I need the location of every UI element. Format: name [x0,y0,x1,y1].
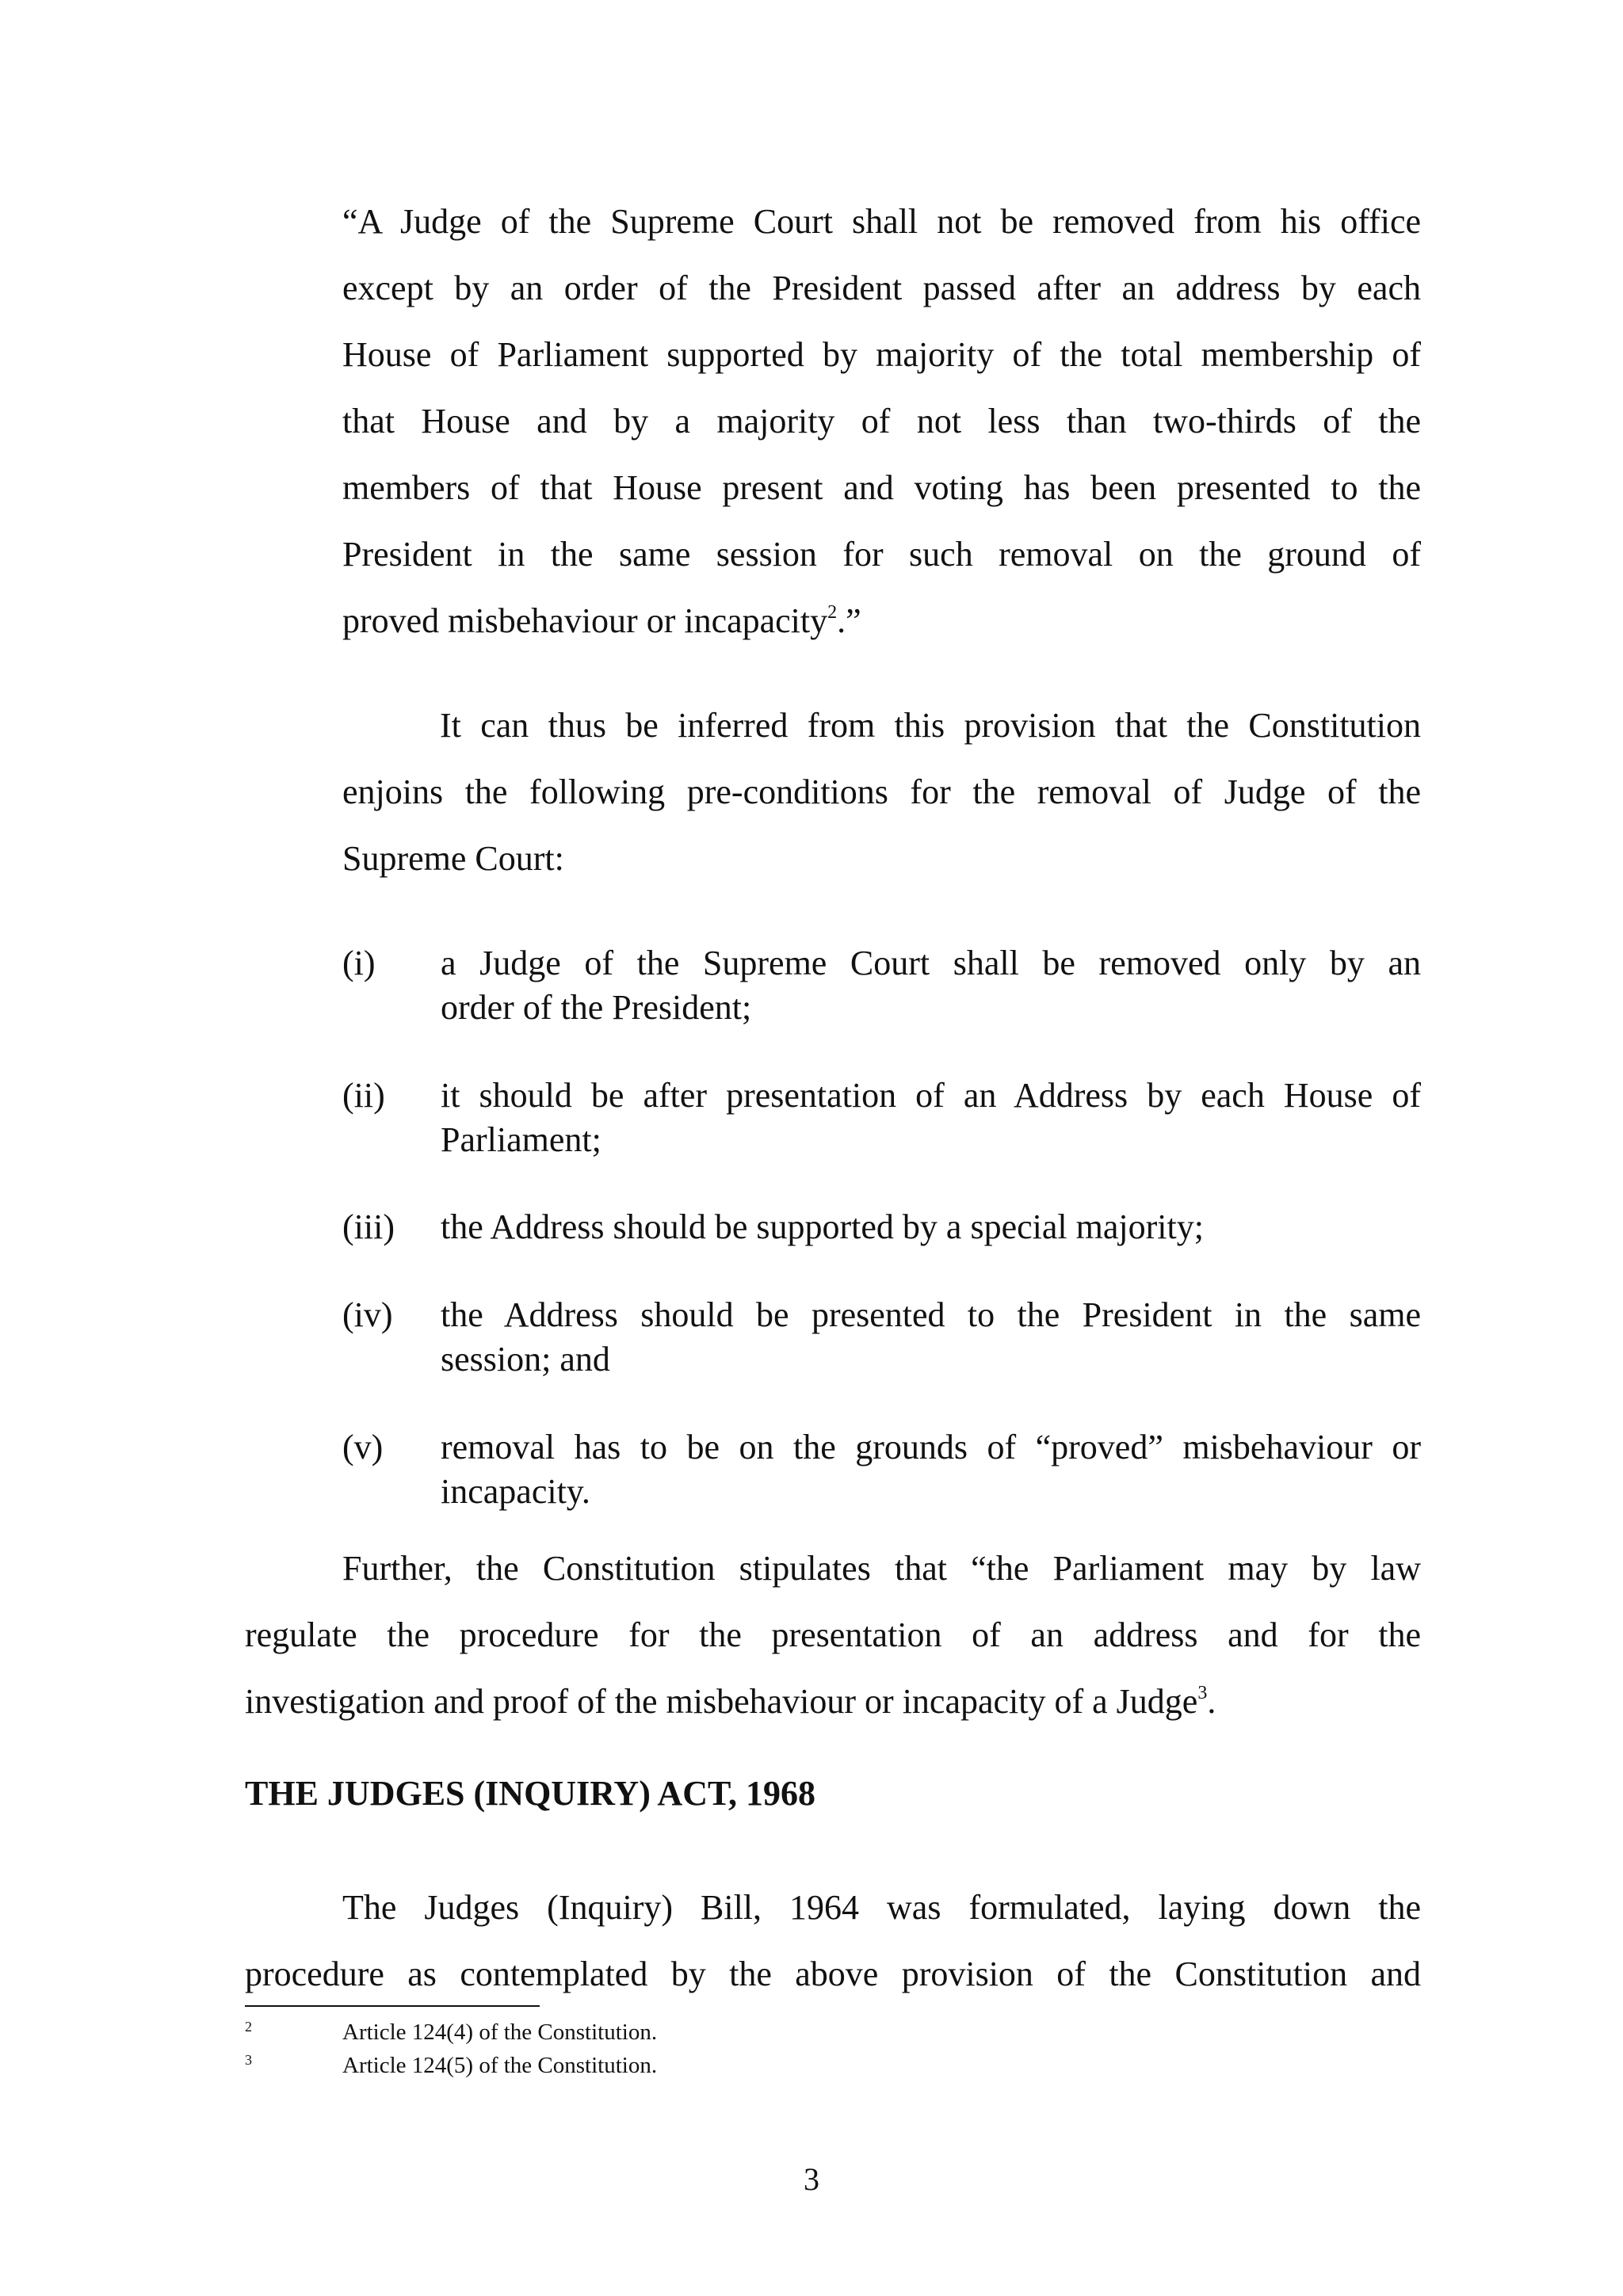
list-item-line: the Address should be supported by a special majority; [441,1207,1204,1246]
list-marker: (v) [342,1428,384,1466]
list-item-text [441,941,1421,1030]
paragraph-line: enjoins the following pre-conditions for the removal of Judge of the [342,772,1421,811]
paragraph-line: The Judges (Inquiry) Bill, 1964 was formulated, laying down the [342,1888,1421,1927]
paragraph-line: regulate the procedure for the presentation of an address and for the [245,1615,1421,1654]
footnote-2: 2 Article 124(4) of the Constitution. [245,2019,658,2045]
footnote-3: 3 Article 124(5) of the Constitution. [245,2052,658,2078]
quote-line: “A Judge of the Supreme Court shall not be removed from his office [342,202,1421,241]
further-closing: . [1207,1682,1216,1721]
footnote-text: Article 124(4) of the Constitution. [342,2019,658,2045]
list-item-text [441,1074,1421,1162]
paragraph-line: It can thus be inferred from this provision that the Constitution [440,706,1421,745]
quote-line-last [342,601,1421,642]
list-item-line: removal has to be on the grounds of “proved” misbehaviour or [441,1428,1421,1466]
quote-line: except by an order of the President passed after an address by each [342,269,1421,307]
list-item-line: the Address should be presented to the President in the same [441,1295,1421,1334]
paragraph-line-last [245,1681,1421,1722]
quote-line: House of Parliament supported by majority of the total membership of [342,335,1421,374]
quote-closing: .” [837,601,861,640]
further-last-text: investigation and proof of the misbehaviour or incapacity of a Judge [245,1682,1198,1721]
list-marker: (iv) [342,1295,393,1334]
quote-line: President in the same session for such removal on the ground of [342,535,1421,574]
list-item-text [441,1293,1421,1382]
list-marker: (iii) [342,1207,395,1246]
paragraph-line: procedure as contemplated by the above provision of the Constitution and [245,1955,1421,1993]
list-item-line: order of the President; [441,988,752,1027]
quote-last-text: proved misbehaviour or incapacity [342,601,828,640]
list-marker: (i) [342,944,376,982]
paragraph-line: Supreme Court: [342,839,564,878]
page-number: 3 [804,2161,819,2197]
list-item-line: Parliament; [441,1120,601,1159]
list-item-line: session; and [441,1340,610,1379]
paragraph-line: Further, the Constitution stipulates that “the Parliament may by law [342,1549,1421,1588]
footnote-reference-2: 2 [827,602,838,623]
list-item-text [441,1205,1421,1249]
footnote-text: Article 124(5) of the Constitution. [342,2053,658,2078]
list-item-line: a Judge of the Supreme Court shall be removed only by an [441,944,1421,982]
list-item-line: it should be after presentation of an Address by each House of [441,1076,1421,1115]
list-item-text [441,1425,1421,1514]
quote-line: members of that House present and voting has been presented to the [342,468,1421,507]
quote-line: that House and by a majority of not less than two-thirds of the [342,402,1421,441]
list-marker: (ii) [342,1076,385,1115]
footnote-separator [245,2005,540,2007]
section-heading: THE JUDGES (INQUIRY) ACT, 1968 [245,1774,816,1813]
list-item-line: incapacity. [441,1472,590,1511]
footnote-reference-3: 3 [1197,1683,1208,1703]
